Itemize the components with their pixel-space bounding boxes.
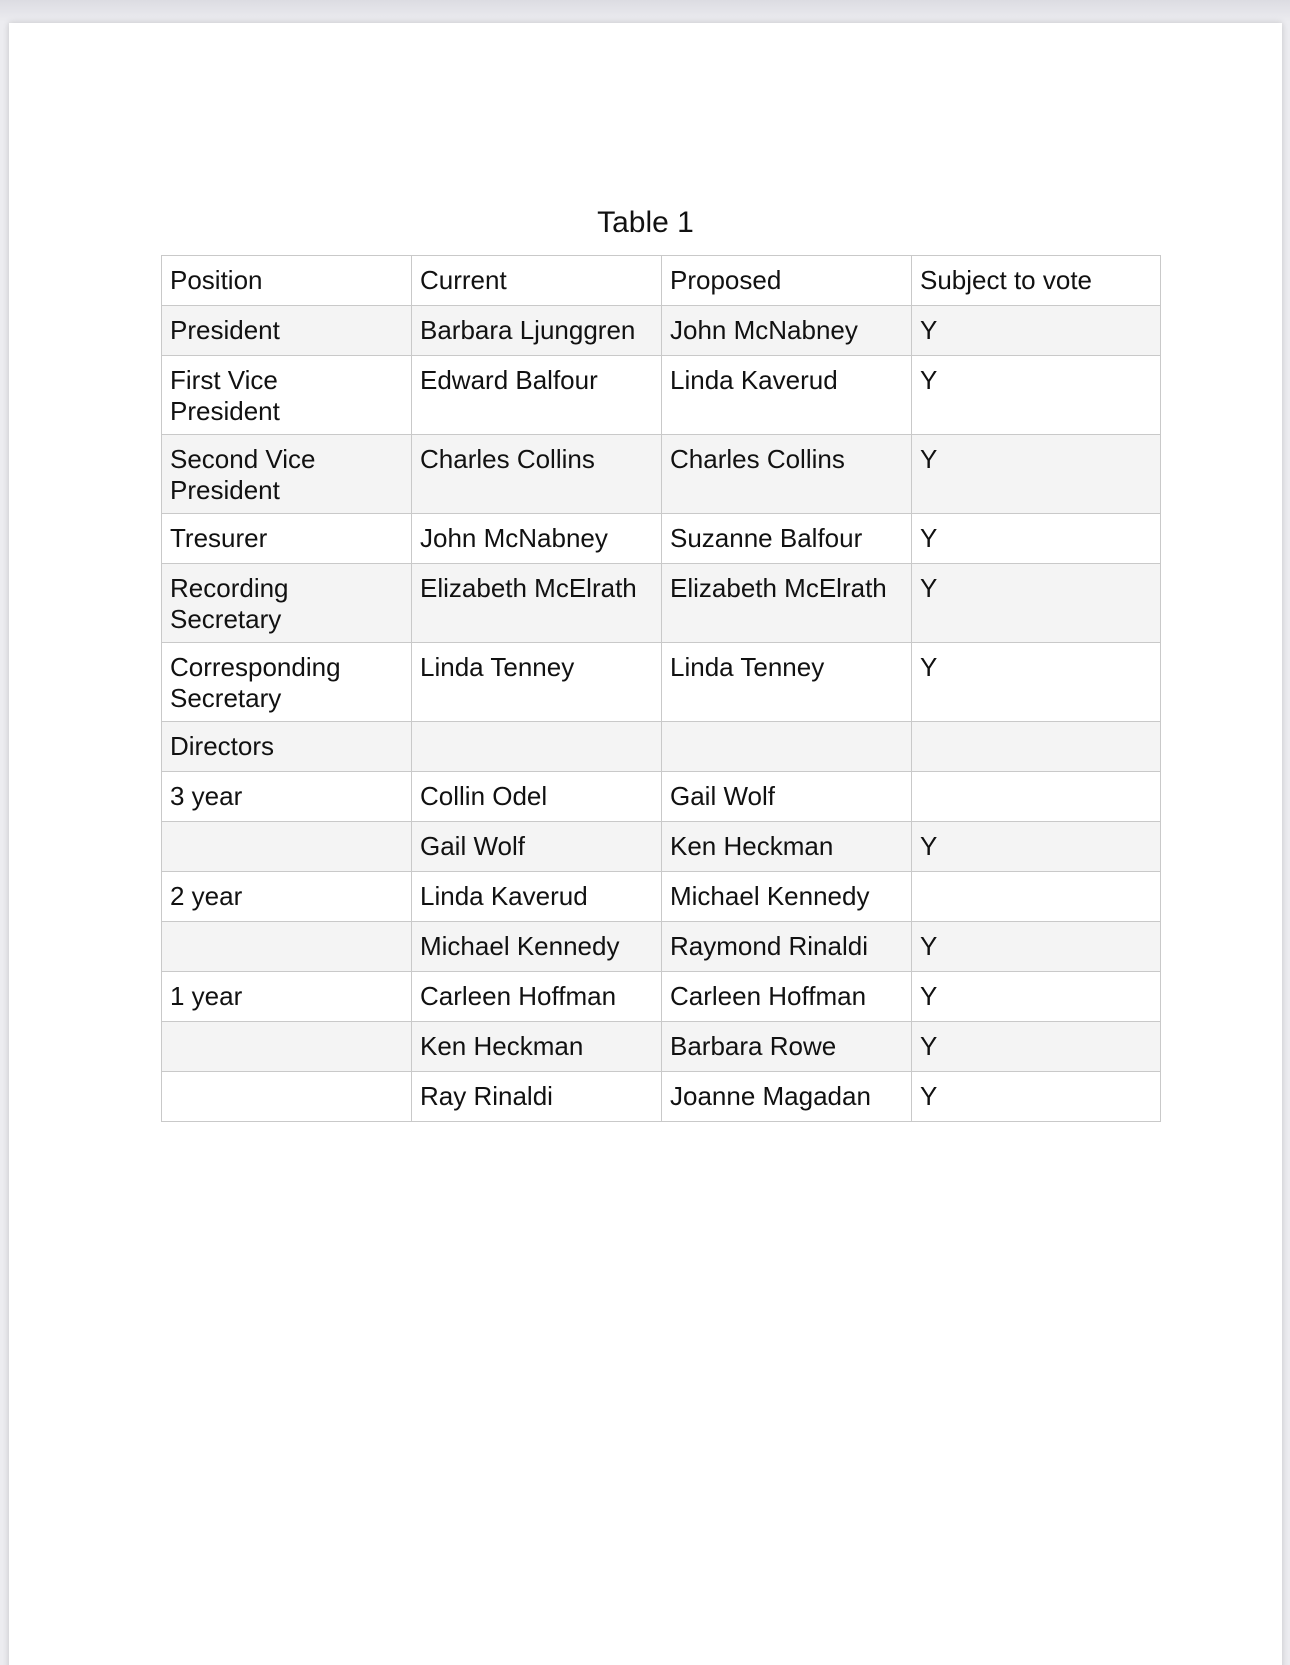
cell-subject-to-vote: Y [912, 972, 1161, 1022]
cell-proposed: Suzanne Balfour [662, 514, 912, 564]
cell-subject-to-vote [912, 722, 1161, 772]
cell-current: Linda Tenney [412, 643, 662, 722]
cell-subject-to-vote: Y [912, 435, 1161, 514]
cell-position: Recording Secretary [162, 564, 412, 643]
cell-proposed: Joanne Magadan [662, 1072, 912, 1122]
cell-current: Elizabeth McElrath [412, 564, 662, 643]
cell-position: 3 year [162, 772, 412, 822]
cell-subject-to-vote: Y [912, 514, 1161, 564]
cell-subject-to-vote: Y [912, 356, 1161, 435]
cell-proposed: John McNabney [662, 306, 912, 356]
cell-current: Charles Collins [412, 435, 662, 514]
table-header-row [162, 256, 1161, 306]
cell-position [162, 1022, 412, 1072]
cell-position: Directors [162, 722, 412, 772]
cell-position [162, 822, 412, 872]
table-title: Table 1 [597, 206, 694, 239]
cell-proposed [662, 722, 912, 772]
cell-subject-to-vote: Y [912, 643, 1161, 722]
header-cell-current: Current [412, 256, 662, 306]
cell-subject-to-vote: Y [912, 1072, 1161, 1122]
cell-proposed: Elizabeth McElrath [662, 564, 912, 643]
cell-subject-to-vote: Y [912, 822, 1161, 872]
table-row [162, 356, 1161, 435]
table-row [162, 822, 1161, 872]
cell-subject-to-vote [912, 772, 1161, 822]
cell-subject-to-vote: Y [912, 1022, 1161, 1072]
header-cell-position: Position [162, 256, 412, 306]
cell-proposed: Charles Collins [662, 435, 912, 514]
table-row [162, 306, 1161, 356]
cell-position: 2 year [162, 872, 412, 922]
cell-subject-to-vote: Y [912, 922, 1161, 972]
cell-subject-to-vote: Y [912, 306, 1161, 356]
table-row [162, 922, 1161, 972]
table-row [162, 972, 1161, 1022]
table-row [162, 772, 1161, 822]
cell-position: 1 year [162, 972, 412, 1022]
table-row [162, 722, 1161, 772]
cell-current: Linda Kaverud [412, 872, 662, 922]
cell-current: Barbara Ljunggren [412, 306, 662, 356]
cell-current: Ken Heckman [412, 1022, 662, 1072]
cell-current: Michael Kennedy [412, 922, 662, 972]
cell-current [412, 722, 662, 772]
cell-proposed: Barbara Rowe [662, 1022, 912, 1072]
cell-position: Corresponding Secretary [162, 643, 412, 722]
cell-position [162, 922, 412, 972]
cell-position [162, 1072, 412, 1122]
table-row [162, 1072, 1161, 1122]
document-page [9, 23, 1282, 1665]
cell-current: Carleen Hoffman [412, 972, 662, 1022]
cell-proposed: Carleen Hoffman [662, 972, 912, 1022]
cell-position: Second Vice President [162, 435, 412, 514]
cell-current: Gail Wolf [412, 822, 662, 872]
cell-current: John McNabney [412, 514, 662, 564]
positions-table [161, 255, 1161, 1122]
cell-subject-to-vote [912, 872, 1161, 922]
cell-subject-to-vote: Y [912, 564, 1161, 643]
header-cell-proposed: Proposed [662, 256, 912, 306]
header-cell-subject-to-vote: Subject to vote [912, 256, 1161, 306]
table-row [162, 435, 1161, 514]
table-row [162, 1022, 1161, 1072]
cell-current: Collin Odel [412, 772, 662, 822]
table-row [162, 564, 1161, 643]
cell-proposed: Gail Wolf [662, 772, 912, 822]
table-row [162, 514, 1161, 564]
table-row [162, 643, 1161, 722]
cell-position: Tresurer [162, 514, 412, 564]
cell-proposed: Linda Tenney [662, 643, 912, 722]
cell-proposed: Ken Heckman [662, 822, 912, 872]
cell-current: Edward Balfour [412, 356, 662, 435]
cell-current: Ray Rinaldi [412, 1072, 662, 1122]
cell-proposed: Linda Kaverud [662, 356, 912, 435]
table-body [162, 256, 1161, 1122]
cell-position: President [162, 306, 412, 356]
cell-proposed: Michael Kennedy [662, 872, 912, 922]
table-row [162, 872, 1161, 922]
cell-position: First Vice President [162, 356, 412, 435]
cell-proposed: Raymond Rinaldi [662, 922, 912, 972]
